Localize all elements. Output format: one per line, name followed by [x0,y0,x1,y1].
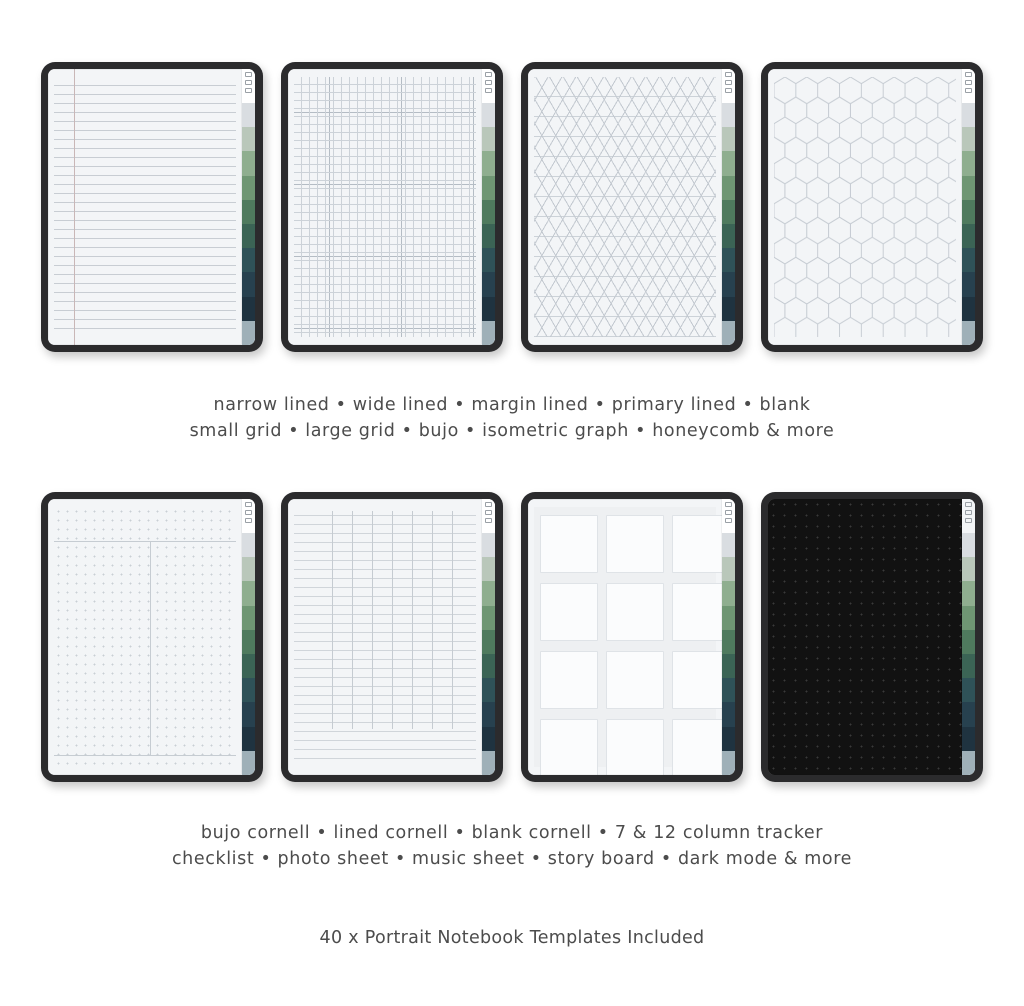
tab-5[interactable] [962,630,975,654]
story-cell [606,719,664,775]
template-music-sheet [288,499,482,775]
tab-6[interactable] [242,224,255,248]
tab-icon-box [245,80,252,85]
tab-10[interactable] [962,321,975,345]
dark-dot-grid-pattern [768,499,962,775]
tab-strip[interactable] [482,69,495,345]
tab-7[interactable] [242,248,255,272]
tab-7[interactable] [962,248,975,272]
tab-8[interactable] [722,272,735,296]
tab-8[interactable] [962,272,975,296]
tab-10[interactable] [482,751,495,775]
tab-strip[interactable] [722,499,735,775]
tab-icon-box [245,88,252,93]
tab-5[interactable] [242,200,255,224]
tablet-screen [528,499,735,775]
tablet-row-top [0,62,1024,352]
tab-8[interactable] [482,272,495,296]
tab-7[interactable] [482,248,495,272]
tab-icon-box [965,88,972,93]
tab-icons[interactable] [242,499,255,533]
tab-icons[interactable] [482,499,495,533]
tab-1[interactable] [962,533,975,557]
tab-10[interactable] [722,321,735,345]
tab-9[interactable] [962,297,975,321]
tab-icon-box [965,510,972,515]
tab-8[interactable] [962,702,975,726]
narrow-lined-pattern [54,77,236,337]
tab-icon-box [485,518,492,523]
tab-4[interactable] [722,606,735,630]
cornell-bujo-pattern [54,507,236,767]
tablet-dark-mode[interactable] [761,492,983,782]
tab-icons[interactable] [242,69,255,103]
tab-7[interactable] [962,678,975,702]
tab-9[interactable] [722,727,735,751]
staff-divider [392,511,393,729]
tab-strip[interactable] [242,69,255,345]
tab-strip[interactable] [962,69,975,345]
staff-divider [332,511,333,729]
tab-3[interactable] [722,151,735,175]
tab-4[interactable] [242,606,255,630]
tab-4[interactable] [482,606,495,630]
tablet-music-sheet[interactable] [281,492,503,782]
tab-8[interactable] [242,702,255,726]
tab-5[interactable] [482,200,495,224]
tab-6[interactable] [482,654,495,678]
staff-divider [372,511,373,729]
music-sheet-pattern [294,507,476,767]
tab-icon-box [725,518,732,523]
tab-icon-box [965,518,972,523]
story-cell [606,651,664,709]
tab-1[interactable] [482,533,495,557]
caption-line-1: bujo cornell • lined cornell • blank cornell • 7 & 12 column tracker [200,823,824,843]
story-cell [672,651,722,709]
tablet-screen [48,69,255,345]
tab-icons[interactable] [722,69,735,103]
story-board-pattern [534,507,716,767]
story-cell [540,583,598,641]
tab-2[interactable] [482,127,495,151]
tab-icon-box [245,518,252,523]
dot-grid [54,507,236,767]
tab-1[interactable] [482,103,495,127]
cornell-footer-rule [54,755,236,756]
tab-5[interactable] [482,630,495,654]
tab-icon-box [725,72,732,77]
tab-icon-box [485,88,492,93]
tab-10[interactable] [962,751,975,775]
tab-6[interactable] [962,224,975,248]
story-cell [540,719,598,775]
tab-4[interactable] [242,176,255,200]
template-honeycomb [768,69,962,345]
tab-icon-box [245,502,252,507]
tab-9[interactable] [482,297,495,321]
tab-5[interactable] [722,630,735,654]
tab-2[interactable] [242,127,255,151]
tab-10[interactable] [242,751,255,775]
tab-6[interactable] [242,654,255,678]
tab-10[interactable] [482,321,495,345]
tab-7[interactable] [722,678,735,702]
tablet-screen [288,69,495,345]
story-cell [672,719,722,775]
tab-1[interactable] [722,533,735,557]
tab-icon-box [725,80,732,85]
tab-9[interactable] [722,297,735,321]
story-cell [606,583,664,641]
staff-divider [432,511,433,729]
tab-6[interactable] [962,654,975,678]
tab-icon-box [245,510,252,515]
tab-icon-box [965,72,972,77]
tab-3[interactable] [962,581,975,605]
tab-8[interactable] [722,702,735,726]
tablet-isometric-graph[interactable] [521,62,743,352]
tab-4[interactable] [482,176,495,200]
small-grid-pattern [294,77,476,337]
tab-1[interactable] [242,533,255,557]
template-isometric-graph [528,69,722,345]
tab-icon-box [485,502,492,507]
tab-4[interactable] [722,176,735,200]
tablet-story-board[interactable] [521,492,743,782]
tab-10[interactable] [242,321,255,345]
tab-3[interactable] [482,581,495,605]
tab-2[interactable] [722,127,735,151]
tab-2[interactable] [722,557,735,581]
template-bujo-cornell [48,499,242,775]
caption-group-1 [0,392,1024,444]
tab-2[interactable] [242,557,255,581]
story-cell [540,651,598,709]
tab-1[interactable] [242,103,255,127]
tablet-screen [768,69,975,345]
template-story-board [528,499,722,775]
template-small-grid [288,69,482,345]
tab-4[interactable] [962,606,975,630]
isometric-pattern [534,77,716,337]
tab-icon-box [245,72,252,77]
honeycomb-svg [774,77,956,337]
tab-6[interactable] [722,224,735,248]
story-cell [606,515,664,573]
staff-divider [412,511,413,729]
tab-strip[interactable] [242,499,255,775]
tab-4[interactable] [962,176,975,200]
tab-9[interactable] [242,727,255,751]
tab-icon-box [485,80,492,85]
footer-text: 40 x Portrait Notebook Templates Included [319,928,705,948]
tab-icon-box [485,510,492,515]
tab-strip[interactable] [962,499,975,775]
caption-line-2: checklist • photo sheet • music sheet • story board • dark mode & more [171,849,853,869]
template-narrow-lined [48,69,242,345]
tab-icon-box [965,502,972,507]
tablet-screen [768,499,975,775]
tab-3[interactable] [482,151,495,175]
tab-2[interactable] [962,127,975,151]
tab-icons[interactable] [722,499,735,533]
tab-5[interactable] [242,630,255,654]
tab-icon-box [725,88,732,93]
story-cell [672,583,722,641]
tablet-honeycomb[interactable] [761,62,983,352]
tab-icons[interactable] [962,499,975,533]
tab-7[interactable] [242,678,255,702]
tab-1[interactable] [962,103,975,127]
tab-icon-box [965,80,972,85]
tab-1[interactable] [722,103,735,127]
tablet-row-bottom [0,492,1024,782]
tab-8[interactable] [482,702,495,726]
tablet-screen [48,499,255,775]
tab-7[interactable] [722,248,735,272]
tab-9[interactable] [242,297,255,321]
cornell-header-rule [54,541,236,542]
tablet-screen [288,499,495,775]
caption-line-1: narrow lined • wide lined • margin lined • primary lined • blank [213,395,811,415]
tab-icons[interactable] [482,69,495,103]
tab-icon-box [485,72,492,77]
tab-9[interactable] [962,727,975,751]
tablet-narrow-lined[interactable] [41,62,263,352]
staff-divider [452,511,453,729]
tablet-small-grid[interactable] [281,62,503,352]
tab-icon-box [725,510,732,515]
tab-5[interactable] [962,200,975,224]
tab-3[interactable] [962,151,975,175]
tab-2[interactable] [482,557,495,581]
tab-strip[interactable] [722,69,735,345]
caption-line-2: small grid • large grid • bujo • isometric graph • honeycomb & more [189,421,835,441]
tablet-screen [528,69,735,345]
tab-7[interactable] [482,678,495,702]
caption-group-2 [0,820,1024,872]
story-cell [672,515,722,573]
tab-3[interactable] [242,151,255,175]
tab-3[interactable] [242,581,255,605]
tab-2[interactable] [962,557,975,581]
tab-6[interactable] [482,224,495,248]
tab-3[interactable] [722,581,735,605]
story-cell [540,515,598,573]
tab-9[interactable] [482,727,495,751]
tab-icon-box [725,502,732,507]
tab-strip[interactable] [482,499,495,775]
tab-8[interactable] [242,272,255,296]
staff-divider [352,511,353,729]
tab-6[interactable] [722,654,735,678]
tab-10[interactable] [722,751,735,775]
tab-icons[interactable] [962,69,975,103]
honeycomb-pattern [774,77,956,337]
tablet-bujo-cornell[interactable] [41,492,263,782]
margin-rule [74,69,75,345]
template-dark-mode [768,499,962,775]
tab-5[interactable] [722,200,735,224]
cornell-column-rule [150,541,151,755]
